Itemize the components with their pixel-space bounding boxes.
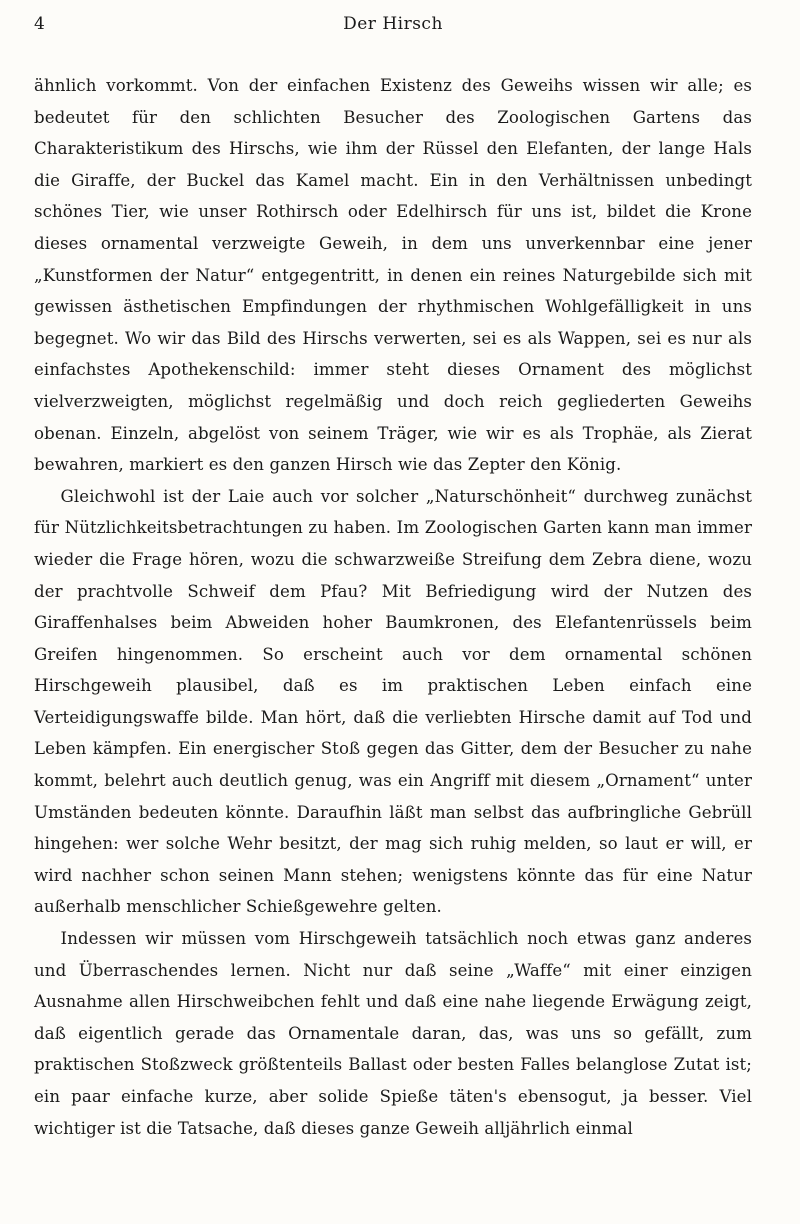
paragraph: Gleichwohl ist der Laie auch vor solcher „Naturschönheit“ durchweg zunächst für Nützlichkeitsbetrachtungen zu haben. Im Zoologischen Garten kann man immer wieder die Frage hören, wozu die schwarzweiße Streifung dem Zebra diene, wozu der prachtvolle Schweif dem Pfau? Mit Befriedigung wird der Nutzen des Giraffenhalses beim Abweiden hoher Baumkronen, des Elefantenrüssels beim Greifen hingenommen. So erscheint auch vor dem ornamental schönen Hirschgeweih plausibel, daß es im praktischen Leben einfach eine Verteidigungswaffe bilde. Man hört, daß die verliebten Hirsche damit auf Tod und Leben kämpfen. Ein energischer Stoß gegen das Gitter, dem der Besucher zu nahe kommt, belehrt auch deutlich genug, was ein Angriff mit diesem „Ornament“ unter Umständen bedeuten könnte. Daraufhin läßt man selbst das aufbringliche Gebrüll hingehen: wer solche Wehr besitzt, der mag sich ruhig melden, so laut er will, er wird nachher schon seinen Mann stehen; wenigstens könnte das für eine Natur außerhalb menschlicher Schießgewehre gelten.: [34, 486, 752, 917]
paragraph: ähnlich vorkommt. Von der einfachen Existenz des Geweihs wissen wir alle; es bedeutet für den schlichten Besucher des Zoologischen Gartens das Charakteristikum des Hirschs, wie ihm der Rüssel den Elefanten, der lange Hals die Giraffe, der Buckel das Kamel macht. Ein in den Verhältnissen unbedingt schönes Tier, wie unser Rothirsch oder Edelhirsch für uns ist, bildet die Krone dieses ornamental verzweigte Geweih, in dem uns unverkennbar eine jener „Kunstformen der Natur“ entgegentritt, in denen ein reines Naturgebilde sich mit gewissen ästhetischen Empfindungen der rhythmischen Wohlgefälligkeit in uns begegnet. Wo wir das Bild des Hirschs verwerten, sei es als Wappen, sei es nur als einfachstes Apothekenschild: immer steht dieses Ornament des möglichst vielverzweigten, möglichst regelmäßig und doch reich gegliederten Geweihs obenan. Einzeln, abgelöst von seinem Träger, wie wir es als Trophäe, als Zierat bewahren, markiert es den ganzen Hirsch wie das Zepter den König.: [34, 76, 752, 475]
page-number: 4: [34, 14, 45, 34]
running-title: Der Hirsch: [343, 14, 443, 34]
running-head: [34, 10, 752, 44]
body-text: [34, 70, 752, 1144]
book-page: [34, 10, 752, 1144]
paragraph: Indessen wir müssen vom Hirschgeweih tatsächlich noch etwas ganz anderes und Überraschendes lernen. Nicht nur daß seine „Waffe“ mit einer einzigen Ausnahme allen Hirschweibchen fehlt und daß eine nahe liegende Erwägung zeigt, daß eigentlich gerade das Ornamentale daran, das, was uns so gefällt, zum praktischen Stoßzweck größtenteils Ballast oder besten Falles belanglose Zutat ist; ein paar einfache kurze, aber solide Spieße täten's ebensogut, ja besser. Viel wichtiger ist die Tatsache, daß dieses ganze Geweih alljährlich einmal: [34, 929, 752, 1138]
